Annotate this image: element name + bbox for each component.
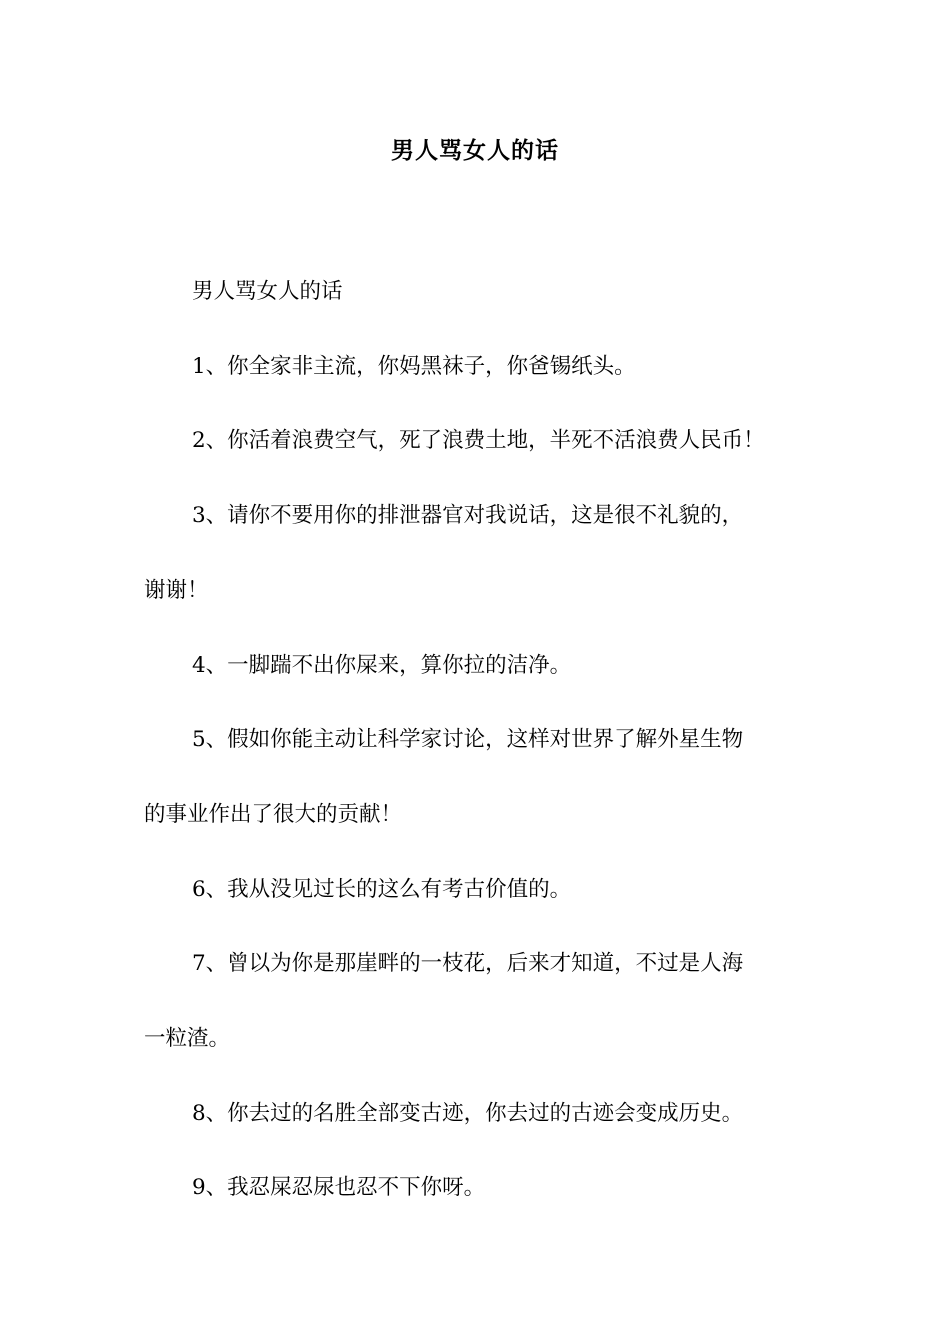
paragraph-9: 9、我忍屎忍尿也忍不下你呀。 (192, 1175, 486, 1201)
paragraph-1: 1、你全家非主流，你妈黑袜子，你爸锡纸头。 (192, 353, 636, 379)
paragraph-3: 3、请你不要用你的排泄器官对我说话，这是很不礼貌的， (192, 503, 744, 529)
paragraph-7: 7、曾以为你是那崖畔的一枝花，后来才知道，不过是人海 (192, 951, 744, 977)
paragraph-2: 2、你活着浪费空气，死了浪费土地，半死不活浪费人民币！ (192, 428, 765, 454)
paragraph-8: 8、你去过的名胜全部变古迹，你去过的古迹会变成历史。 (192, 1100, 744, 1126)
paragraph-0: 男人骂女人的话 (192, 279, 343, 304)
paragraph-3-continuation: 谢谢！ (144, 577, 209, 603)
document-title: 男人骂女人的话 (391, 137, 559, 164)
paragraph-5-continuation: 的事业作出了很大的贡献！ (144, 801, 403, 827)
paragraph-7-continuation: 一粒渣。 (144, 1026, 231, 1052)
paragraph-5: 5、假如你能主动让科学家讨论，这样对世界了解外星生物 (192, 727, 744, 753)
paragraph-6: 6、我从没见过长的这么有考古价值的。 (192, 876, 572, 902)
document-body (144, 255, 814, 1226)
paragraph-4: 4、一脚踹不出你屎来，算你拉的洁净。 (192, 652, 572, 678)
